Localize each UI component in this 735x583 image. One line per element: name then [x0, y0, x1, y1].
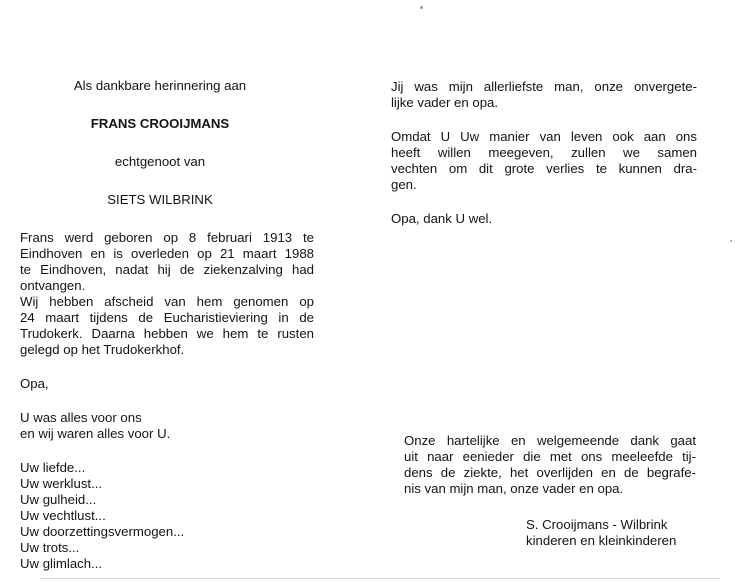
quality-item: Uw werklust... [20, 476, 103, 491]
bio-line: gelegd op het Trudokerkhof. [20, 342, 185, 357]
thanks-paragraph [404, 433, 696, 497]
right-column [391, 79, 697, 227]
biography [20, 230, 314, 358]
signature-line: kinderen en kleinkinderen [526, 533, 677, 548]
text-line: heeft willen meegeven, zullen we samen [391, 145, 697, 160]
tribute-line: en wij waren alles voor U. [20, 426, 171, 441]
quality-item: Uw gulheid... [20, 492, 97, 507]
left-column [20, 78, 314, 572]
text-line: uit naar eenieder die met ons meeleefde tij- [404, 449, 696, 464]
intro-line: Als dankbare herinnering aan [73, 78, 247, 93]
quality-item: Uw glimlach... [20, 556, 103, 571]
scan-speck [420, 6, 423, 9]
card-edge-line [40, 578, 720, 579]
spouse-name: SIETS WILBRINK [107, 192, 213, 207]
quality-item: Uw doorzettingsvermogen... [20, 524, 185, 539]
bio-line: ontvangen. [20, 278, 86, 293]
signature [526, 517, 676, 549]
bio-line: Trudokerk. Daarna hebben we hem te rusten [20, 326, 314, 341]
bio-line: Eindhoven en is overleden op 21 maart 1988 [20, 246, 314, 261]
bio-line: Frans werd geboren op 8 februari 1913 te [20, 230, 314, 245]
bio-line: 24 maart tijdens de Eucharistieviering in de [20, 310, 314, 325]
text-line: Jij was mijn allerliefste man, onze onvergete- [391, 79, 697, 94]
greeting: Opa, [20, 376, 49, 391]
bio-line: Wij hebben afscheid van hem genomen op [20, 294, 314, 309]
paragraph-3: Opa, dank U wel. [391, 211, 493, 226]
paragraph-1 [391, 79, 697, 111]
tribute [20, 410, 314, 442]
quality-item: Uw trots... [20, 540, 80, 555]
text-line: dens de ziekte, het overlijden en de begrafe- [404, 465, 696, 480]
quality-item: Uw liefde... [20, 460, 86, 475]
scan-speck [730, 240, 732, 242]
text-line: nis van mijn man, onze vader en opa. [404, 481, 624, 496]
tribute-line: U was alles voor ons [20, 410, 142, 425]
deceased-name: FRANS CROOIJMANS [90, 116, 230, 131]
paragraph-2 [391, 129, 697, 193]
text-line: lijke vader en opa. [391, 95, 499, 110]
text-line: vechten om dit grote verlies te kunnen dra- [391, 161, 697, 176]
text-line: Onze hartelijke en welgemeende dank gaat [404, 433, 696, 448]
bio-line: te Eindhoven, nadat hij de ziekenzalving had [20, 262, 314, 277]
quality-item: Uw vechtlust... [20, 508, 106, 523]
text-line: Omdat U Uw manier van leven ook aan ons [391, 129, 697, 144]
qualities-list [20, 460, 314, 572]
spouse-label: echtgenoot van [114, 154, 206, 169]
text-line: gen. [391, 177, 417, 192]
signature-line: S. Crooijmans - Wilbrink [526, 517, 668, 532]
